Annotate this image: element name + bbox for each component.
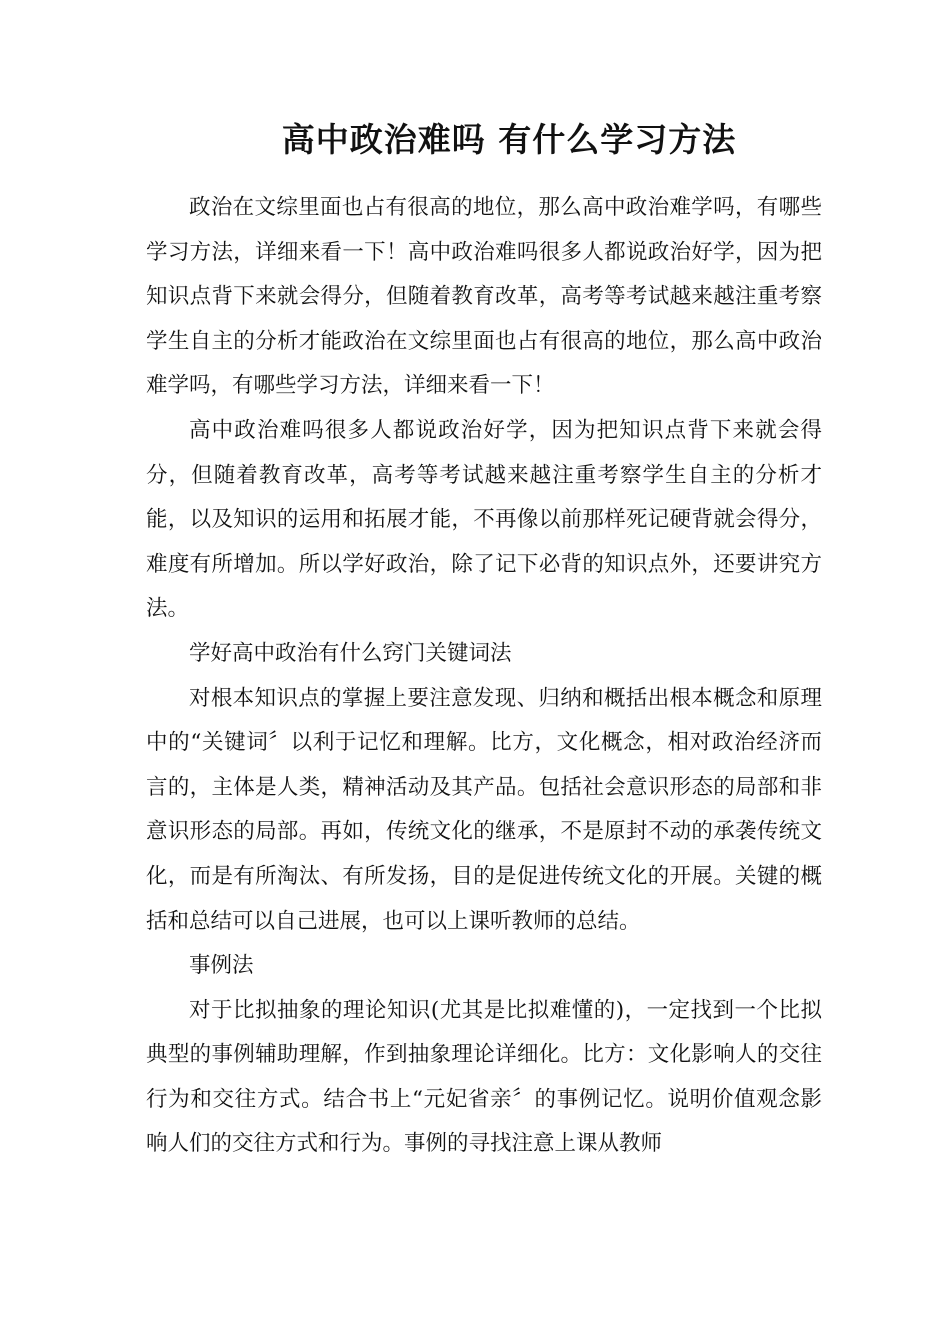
paragraph-example-method: 对于比拟抽象的理论知识(尤其是比拟难懂的)，一定找到一个比拟典型的事例辅助理解，作到抽象理论详细化。比方：文化影响人的交往行为和交往方式。结合书上“元妃省亲〞的事例记忆。说明价值观念影响人们的交往方式和行为。事例的寻找注意上课从教师 — [146, 997, 822, 1157]
document-title: 高中政治难吗 有什么学习方法 — [281, 120, 737, 159]
paragraph-keyword-method: 对根本知识点的掌握上要注意发现、归纳和概括出根本概念和原理中的“关键词〞以利于记忆和理解。比方，文化概念，相对政治经济而言的，主体是人类，精神活动及其产品。包括社会意识形态的局部和非意识形态的局部。再如，传统文化的继承，不是原封不动的承袭传统文化，而是有所淘汰、有所发扬，目的是促进传统文化的开展。关键的概括和总结可以自己进展，也可以上课听教师的总结。 — [146, 685, 822, 934]
paragraph-difficulty: 高中政治难吗很多人都说政治好学，因为把知识点背下来就会得分，但随着教育改革，高考等考试越来越注重考察学生自主的分析才能，以及知识的运用和拓展才能，不再像以前那样死记硬背就会得分，难度有所增加。所以学好政治，除了记下必背的知识点外，还要讲究方法。 — [146, 417, 822, 622]
paragraph-intro: 政治在文综里面也占有很高的地位，那么高中政治难学吗，有哪些学习方法，详细来看一下！高中政治难吗很多人都说政治好学，因为把知识点背下来就会得分，但随着教育改革，高考等考试越来越注重考察学生自主的分析才能政治在文综里面也占有很高的地位，那么高中政治难学吗，有哪些学习方法，详细来看一下！ — [146, 195, 822, 399]
document-body — [146, 186, 822, 1167]
section-heading-example-method: 事例法 — [189, 953, 254, 979]
section-heading-keyword-method: 学好高中政治有什么窍门关键词法 — [189, 640, 512, 666]
